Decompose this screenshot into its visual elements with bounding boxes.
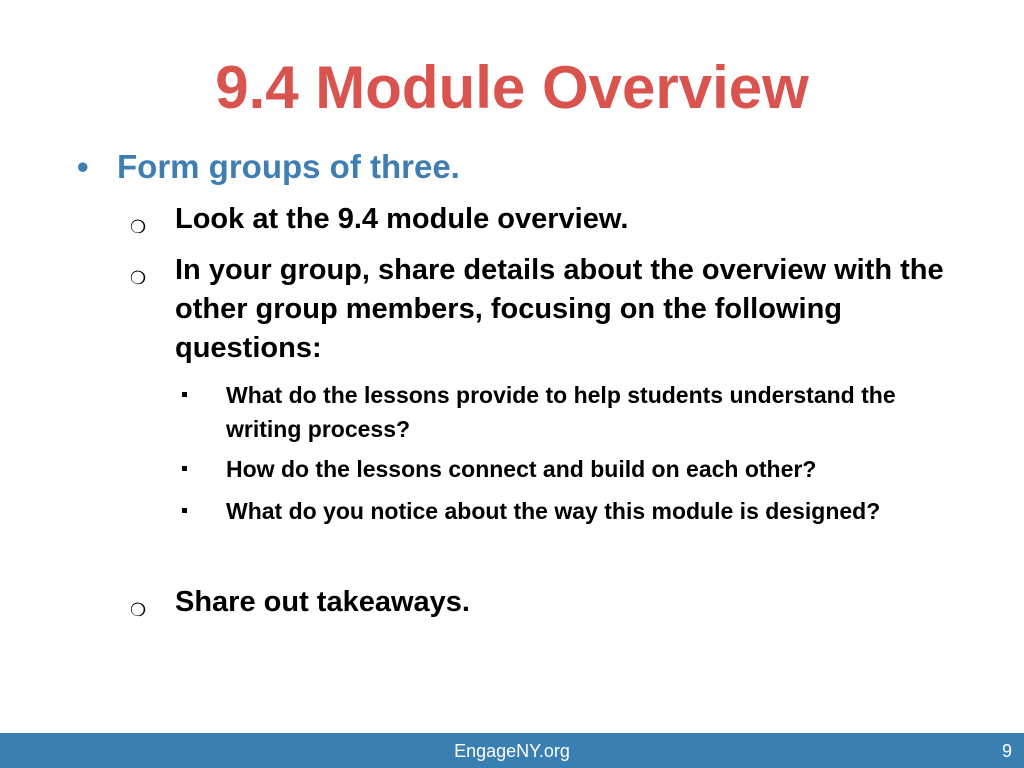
- subbullet-share-details-text: In your group, share details about the overview with the other group members, focusing on the following questions:: [175, 254, 944, 364]
- question-module-designed: [180, 494, 970, 528]
- subbullet-look-at-overview: [130, 200, 960, 239]
- bullet-dot-icon: •: [77, 148, 89, 185]
- open-circle-bullet-icon: ❍: [130, 600, 147, 620]
- subbullet-share-out-text: Share out takeaways.: [175, 586, 470, 618]
- subbullet-share-out: [130, 583, 960, 622]
- question-lessons-connect: [180, 452, 970, 486]
- open-circle-bullet-icon: ❍: [130, 217, 147, 237]
- open-circle-bullet-icon: ❍: [130, 268, 147, 288]
- square-bullet-icon: [182, 466, 187, 471]
- question-module-designed-text: What do you notice about the way this module is designed?: [226, 498, 881, 524]
- question-lessons-provide-text: What do the lessons provide to help students understand the writing process?: [226, 382, 896, 442]
- bullet-form-groups-text: Form groups of three.: [117, 148, 460, 185]
- square-bullet-icon: [182, 508, 187, 513]
- footer-bar: [0, 733, 1024, 768]
- subbullet-look-at-overview-text: Look at the 9.4 module overview.: [175, 203, 629, 235]
- question-lessons-connect-text: How do the lessons connect and build on each other?: [226, 456, 817, 482]
- slide-number: 9: [1001, 741, 1012, 761]
- subbullet-share-details: [130, 251, 960, 368]
- question-lessons-provide: [180, 378, 970, 446]
- square-bullet-icon: [182, 392, 187, 397]
- slide-title: 9.4 Module Overview: [215, 54, 809, 121]
- footer-site: EngageNY.org: [454, 741, 570, 761]
